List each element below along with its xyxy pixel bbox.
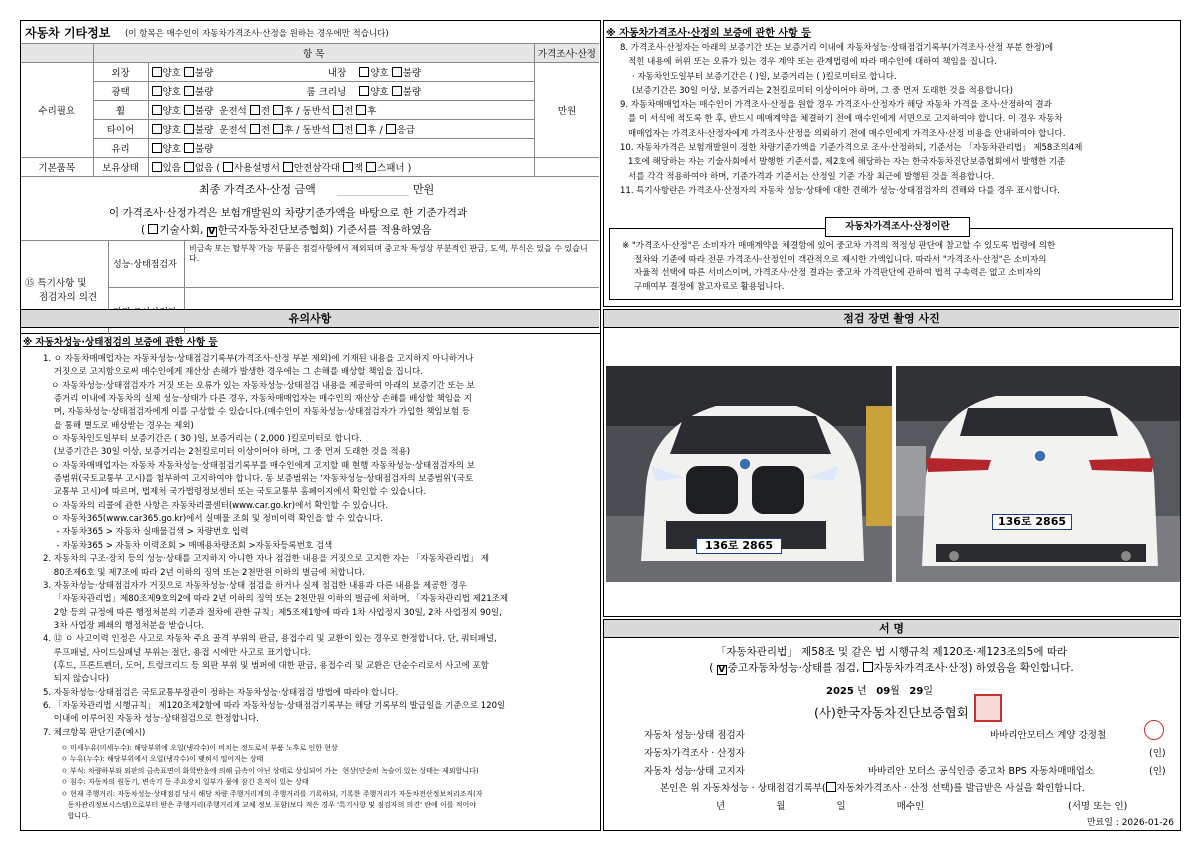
signature-panel: [603, 619, 1181, 831]
caution-line: 7. 체크항목 판단기준(예시): [43, 727, 146, 738]
inspector-label: 자동차 성능·상태 점검자: [644, 730, 745, 741]
caution-line: 루프패널, 사이드실패널 부위는 절단, 용접 시에만 사고로 표기합니다.: [43, 647, 311, 658]
header-price: 가격조사·산정: [534, 44, 599, 63]
caution-line: 2. 자동차의 구조·장치 등의 성능·상태를 고지하지 아니한 자나 점검한 내용을 거짓으로 고지한 자는 「자동차관리법」 제: [43, 554, 490, 565]
possession-options: 있음 없음 ( 사용설명서 안전삼각대 잭 스패너 ): [148, 158, 534, 177]
special-row1-label: 성능·상태점검자: [113, 260, 177, 270]
criteria-line: 동차관리정보시스템)으로부터 받은 주행거리(주행거리계 교체 정보 포함)보다 적은 경우 '특기사항 및 점검자의 의견' 란에 이를 적어야: [61, 801, 477, 810]
checkbox[interactable]: [333, 105, 343, 115]
checkbox[interactable]: [184, 143, 194, 153]
inspection-checkbox[interactable]: V: [718, 665, 726, 675]
caution-line: 을 통해 별도로 배상받는 경우는 제외): [43, 420, 194, 431]
price-notice-body: 8. 가격조사·산정자는 아래의 보증기간 또는 보증거리 이내에 자동차성능·상태점검기록부(가격조사·산정 부분 한정)에 적힌 내용에 허위 또는 오류가 있는 경우 계약 또는 관계법령에 따라 매수인에 대하여 책임을 집니다. · 자동차인도일부터 보증기간은 ( )일, 보증거리는 ( )킬로미터로 합니다. (보증기간은 30일 이상, 보증거리는 2천킬로미터 이상이어야 하며, 그 중 먼저 도래한 것을 적용합니다) 9. 자동차매매업자는 매수인이 가격조사·산정을 원할 경우 가격조사·산정자가 해당 자동차 가격을 조사·산정하여 결과 를 이 서식에 적도록 한 후, 반드시 매매계약을 체결하기 전에 매수인에게 서면으로 고지하여야 합니다. 이 경우 자동차 매매업자는 가격조사·산정자에게 가격조사·산정을 의뢰하기 전에 매수인에게 가격조사·산정 비용을 안내하여야 합니다. 10. 자동차가격은 보험개발원이 정한 차량기준가액을 기준가격으로 조사·산정하되, 기준서는 「자동차관리법」 제58조의4제 1호에 해당하는 자는 기술사회에서 발행한 기준서를, 제2호에 해당하는 자는 한국자동차진단보증협회에서 발행한 기준 서를 각각 적용하여야 하며, 기준가격과 기준서는 산정일 기준 가장 최근에 발행된 것을 적용합니다. 11. 특기사항란은 가격조사·산정자의 자동차 성능·상태에 대한 견해가 성능·상태점검자의 견해와 다를 경우 표시합니다.: [620, 43, 1083, 196]
criteria-line: ㅇ 현재 주행거리: 자동차성능·상태점검 당시 해당 차량 주행거리계의 주행거리를 기록하되, 기록한 주행거리가 자동차전산정보처리조직(자: [61, 789, 483, 798]
price-notice-panel: [603, 20, 1181, 307]
glass-options: 양호 불량: [148, 139, 534, 158]
caution-line: - 자동차365 > 자동차 실매물검색 > 차량번호 입력: [43, 527, 249, 538]
checkbox[interactable]: [392, 67, 402, 77]
caution-line: ㅇ 자동차매매업자는 자동차 자동차성능·상태점검기록부를 매수인에게 고지할 때 현행 자동차성능·상태점검자의 보: [43, 460, 475, 471]
checkbox[interactable]: [283, 162, 293, 172]
criteria-line: ㅇ 부식: 차량하부와 외판의 금속표면이 화학반응에 의해 금속이 아닌 상태로 상실되어 가는 현상(단순히 녹슬어 있는 상태는 제외합니다): [61, 766, 479, 775]
checkbox[interactable]: [359, 86, 369, 96]
price-checkbox[interactable]: [863, 662, 873, 672]
price-definition-text: ※ "가격조사·산정"은 소비자가 매매계약을 체결함에 있어 중고차 가격의 적정성 판단에 참고할 수 있도록 법령에 의한 절차와 기준에 따라 전문 가격조사·산정인이 객관적으로 제시한 가액입니다. 따라서 "가격조사·산정"은 소비자의 자율적 선택에 따른 서비스이며, 가격조사·산정 결과는 중고차 가격판단에 관하여 법적 구속력은 없고 소비자의 구매여부 결정에 참고자료로 활용됩니다.: [622, 241, 1056, 292]
caution-line: 「자동차관리법」제80조제9호의2에 따라 2년 이하의 징역 또는 2천만원 이하의 벌금에 처하며, 「자동차관리법 제21조제: [43, 594, 509, 605]
signature-bar: 서 명: [604, 620, 1179, 638]
extra-info-subtitle: (이 항목은 매수인이 자동차가격조사·산정을 원하는 경우에만 적습니다): [125, 29, 389, 39]
signature-org: (사)한국자동차진단보증협회: [814, 705, 969, 720]
caution-panel: [20, 309, 601, 831]
checkbox[interactable]: [184, 162, 194, 172]
checkbox[interactable]: [152, 86, 162, 96]
checkbox[interactable]: [273, 124, 283, 134]
caution-bar: 유의사항: [21, 310, 599, 328]
caution-line: (보증기간은 30일 이상, 보증거리는 2천킬로미터 이상이어야 하며, 그 중 먼저 도래한 것을 적용): [43, 447, 411, 458]
checkbox[interactable]: [250, 105, 260, 115]
caution-line: 80조제6호 및 제7조에 따라 2년 이하의 징역 또는 2천만원 이하의 벌금에 처합니다.: [43, 567, 366, 578]
checkbox[interactable]: [184, 105, 194, 115]
caution-line: 3차 사업장 폐쇄의 행정처분을 받습니다.: [43, 620, 205, 631]
special-label-1: ⑮ 특기사항 및: [25, 278, 87, 289]
extra-info-panel: [20, 20, 601, 334]
criteria-line: 합니다.: [61, 812, 91, 821]
gloss-options: 양호 불량 룸 크리닝 양호 불량: [148, 82, 534, 101]
checkbox[interactable]: [356, 105, 366, 115]
extra-info-table: [21, 43, 599, 177]
special-row1-text: 비금속 또는 탈부착 가능 부품은 점검사항에서 제외되며 중고차 특성상 부분적인 판금, 도색, 부식은 있을 수 있습니다.: [189, 244, 588, 263]
expiry-date: 만료일 : 2026-01-26: [1086, 818, 1174, 828]
caution-line: 교통부 고시)에 따르며, 법제처 국가법령정보센터 또는 국토교통부 홈페이지에서 확인할 수 있습니다.: [43, 487, 427, 498]
appraiser-label: 자동차가격조사 · 산정자: [644, 748, 745, 759]
checkbox[interactable]: [386, 124, 396, 134]
tire-options: 양호 불량 운전석 전 후 / 동반석 전 후 / 응급: [148, 120, 534, 139]
checkbox[interactable]: [152, 124, 162, 134]
caution-line: 2항 등의 규정에 따른 행정처분의 기준과 절차에 관한 규칙」제5조제1항에 따라 1차 사업정지 30일, 2차 사업정지 90일,: [43, 607, 502, 618]
row-possession: 보유상태: [93, 158, 148, 177]
final-price-unit: 만원: [413, 183, 435, 196]
caution-line: 며, 자동차성능·상태점검자에게 이를 구상할 수 있습니다.(매수인이 자동차성능·상태점검자가 가입한 책임보험 등: [43, 407, 470, 418]
front-license-plate: 136로 2865: [696, 538, 782, 554]
inspector-seal: [1144, 720, 1164, 740]
caution-line: ㅇ 자동차인도일부터 보증기간은 ( 30 )일, 보증거리는 ( 2,000 )킬로미터로 합니다.: [43, 434, 362, 445]
rear-license-plate: 136로 2865: [992, 514, 1072, 530]
group-repair: 수리필요: [21, 63, 93, 158]
basis-choice: ( 기술사회, V 한국자동차진단보증협회) 기준서를 적용하였음: [141, 224, 432, 237]
caution-line: 4. ⑫ ㅇ 사고이력 인정은 사고로 자동차 주요 골격 부위의 판금, 용접수리 및 교환이 있는 경우로 한정합니다. 단, 쿼터패널,: [43, 634, 497, 645]
tech-checkbox[interactable]: [148, 224, 158, 234]
checkbox[interactable]: [184, 67, 194, 77]
caution-line: ㅇ 자동차365(www.car365.go.kr)에서 실매물 조회 및 정비이력 확인을 할 수 있습니다.: [43, 514, 383, 525]
criteria-line: ㅇ 미세누유(미세누수): 해당부위에 오일(냉각수)이 비치는 정도로서 부품 노후로 인한 현상: [61, 744, 338, 752]
row-glass: 유리: [93, 139, 148, 158]
row-exterior: 외장: [93, 63, 148, 82]
checkbox[interactable]: [366, 162, 376, 172]
caution-line: 되지 않습니다): [43, 674, 110, 685]
row-gloss: 광택: [93, 82, 148, 101]
receipt-line: 본인은 위 자동차성능 · 상태점검기록부( 자동차가격조사 · 산정 선택)를 발급받은 사실을 확인합니다.: [660, 783, 1085, 794]
checkbox[interactable]: [250, 124, 260, 134]
checkbox[interactable]: [392, 86, 402, 96]
org-seal: [974, 694, 1002, 722]
criteria-line: ㅇ 누유(누수): 해당부위에서 오일(냉각수)이 맺혀서 떨어지는 상태: [61, 755, 264, 764]
checkbox[interactable]: [184, 124, 194, 134]
basis-sentence: 이 가격조사·산정가격은 보험개발원의 차량기준가액을 바탕으로 한 기준가격과: [109, 207, 468, 219]
notifier-value: 바바리안 모터스 공식인증 중고차 BPS 자동차매매업소: [868, 766, 1095, 777]
rear-car-image: [896, 366, 1180, 582]
criteria-line: ㅇ 침수: 자동차의 원동기, 변속기 등 주요장치 일부가 물에 잠긴 흔적이 있는 상태: [61, 778, 309, 787]
signature-line1: 「자동차관리법」 제58조 및 같은 법 시행규칙 제120조·제123조의5에 따라: [715, 646, 1068, 658]
caution-line: - 자동차365 > 자동차 이력조회 > 매매용차량조회 >자동차등록번호 검색: [43, 540, 333, 551]
caution-line: ㅇ 자동차의 리콜에 관한 사항은 자동차리콜센터(www.car.go.kr)에서 확인할 수 있습니다.: [43, 500, 389, 511]
caution-line: 증거리 이내에 자동차의 실제 성능·상태가 다른 경우, 자동차매매업자는 매수인의 재산상 손해를 배상할 책임을 지: [43, 394, 473, 405]
caution-line: (후드, 프론트펜더, 도어, 트렁크리드 등 외판 부위 및 범퍼에 대한 판금, 용접수리 및 교환은 단순수리로서 사고에 포함: [43, 660, 489, 671]
bottom-date-row: 년 월 일 매수인: [716, 801, 925, 812]
appraiser-seal: (인): [1149, 748, 1166, 759]
row-wheel: 휠: [93, 101, 148, 120]
price-definition-title: 자동차가격조사·산정이란: [825, 217, 970, 237]
extra-info-title: 자동차 기타정보: [25, 26, 111, 40]
notifier-seal: (인): [1149, 766, 1166, 777]
inspector-value: 바바리안모터스 계양 강정철: [990, 730, 1107, 741]
checkbox[interactable]: [356, 124, 366, 134]
checkbox[interactable]: [152, 143, 162, 153]
final-price-field[interactable]: [337, 179, 409, 196]
caution-line: 거짓으로 고지함으로써 매수인에게 재산상 손해가 발생한 경우에는 그 손해를 배상할 책임을 집니다.: [43, 367, 423, 378]
header-item: 항 목: [93, 44, 534, 63]
photo-bar: 점검 장면 촬영 사진: [604, 310, 1179, 328]
photo-panel: [603, 309, 1181, 617]
wheel-options: 양호 불량 운전석 전 후 / 동반석 전 후: [148, 101, 534, 120]
assoc-checkbox[interactable]: V: [208, 227, 216, 237]
checkbox[interactable]: [184, 86, 194, 96]
checkbox[interactable]: [343, 162, 353, 172]
criteria-body: [61, 743, 483, 823]
checkbox[interactable]: [333, 124, 343, 134]
checkbox[interactable]: [152, 67, 162, 77]
bottom-sign: (서명 또는 인): [1068, 801, 1128, 812]
price-notice-title: ※ 자동차가격조사·산정의 보증에 관한 사항 등: [606, 28, 811, 39]
rear-car-photo: [896, 366, 1180, 582]
group-basic: 기본품목: [21, 158, 93, 177]
caution-line: 3. 자동차성능·상태점검자가 거짓으로 자동차성능·상태 점검을 하거나 실제 점검한 내용과 다른 내용을 제공한 경우: [43, 580, 467, 591]
final-price-label: 최종 가격조사·산정 금액: [199, 183, 316, 196]
checkbox[interactable]: [359, 67, 369, 77]
price-cell: 만원: [534, 63, 599, 158]
caution-line: ㅇ 자동차성능·상태점검자가 거짓 또는 오류가 있는 자동차성능·상태점검 내용을 제공하여 아래의 보증기간 또는 보: [43, 380, 475, 391]
front-car-photo: [606, 366, 892, 582]
checkbox[interactable]: [152, 105, 162, 115]
signature-date: 2025 년 09월 29일: [826, 686, 933, 697]
caution-line: 5. 자동차성능·상태점검은 국토교통부장관이 정하는 자동차성능·상태점검 방법에 따라야 합니다.: [43, 687, 399, 698]
caution-line: 1. ㅇ 자동차매매업자는 자동차성능·상태점검기록부(가격조사·산정 부분 제외)에 기재된 내용을 고지하지 아니하거나: [43, 354, 474, 364]
notifier-label: 자동차 성능·상태 고지자: [644, 766, 745, 777]
caution-line: 이내에 이루어진 자동차 성능·상태점검으로 한정합니다.: [43, 714, 259, 725]
caution-title: ※ 자동차성능·상태점검의 보증에 관한 사항 등: [23, 337, 218, 348]
checkbox[interactable]: [273, 105, 283, 115]
special-label-2: 점검자의 의견: [39, 292, 98, 303]
checkbox[interactable]: [152, 162, 162, 172]
price-definition-box: [609, 221, 1173, 300]
caution-line: 증범위(국토교통부 고시)를 첨부하여 고지하여야 합니다. 동 보증범위는 '자동차성능·상태점검자의 보증범위'(국토: [43, 474, 474, 485]
row-tire: 타이어: [93, 120, 148, 139]
exterior-options: 양호 불량 내장 양호 불량: [148, 63, 534, 82]
checkbox[interactable]: [223, 162, 233, 172]
receipt-checkbox[interactable]: [826, 782, 836, 792]
caution-line: 6. 「자동차관리법 시행규칙」 제120조제2항에 따라 자동차성능·상태점검기록부는 해당 기록부의 발급일을 기준으로 120일: [43, 700, 506, 711]
caution-body: [43, 353, 508, 740]
signature-line2: ( V 중고자동차성능·상태를 점검, 자동차가격조사·산정) 하였음을 확인합니다.: [709, 662, 1074, 675]
